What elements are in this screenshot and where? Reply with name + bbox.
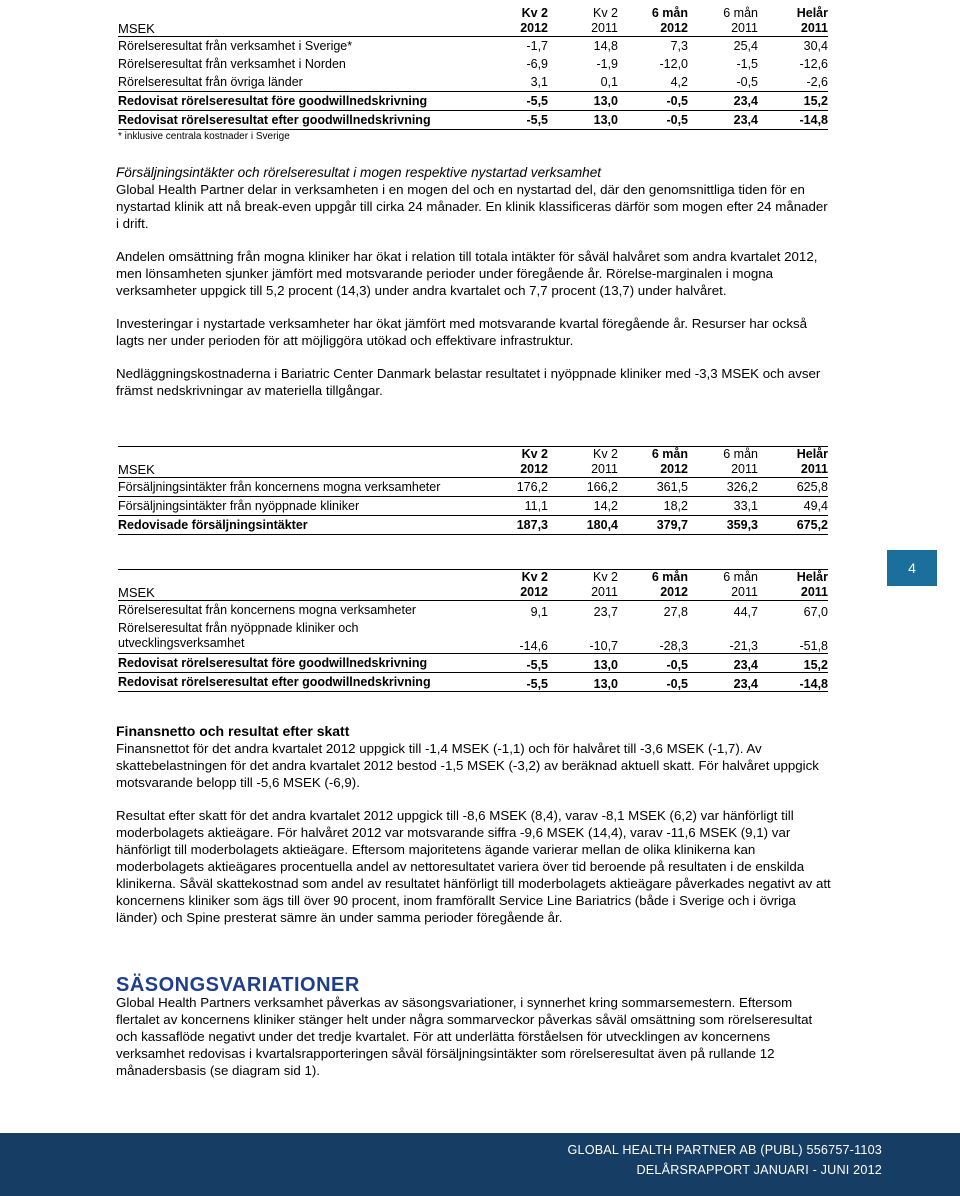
section-mature-vs-new [116,164,832,399]
table-row [118,673,828,692]
table-row [118,654,828,673]
footer-report-title: DELÅRSRAPPORT JANUARI - JUNI 2012 [636,1163,882,1177]
cell-value: 180,4 [548,516,618,535]
row-label: Rörelseresultat från verksamhet i Norden [118,57,346,71]
paragraph: Global Health Partners verksamhet påverkas av säsongsvariationer, i synnerhet kring sommarsemestern. Eftersom flertalet av koncernens kliniker stänger helt under några sommarveckor påverkas såväl omsättning som rörelseresultat och kassaflöde negativt under det tredje kvartalet. För att underlätta förståelsen för utvecklingen av koncernens verksamhet redovisas i kvartalsrapporteringen såväl försäljningsintäkter som rörelseresultat även på rullande 12 månadersbasis (se diagram sid 1). [116,995,813,1078]
cell-value: -5,5 [478,673,548,692]
cell-value: 0,1 [548,73,618,92]
cell-value: 9,1 [530,605,548,619]
cell-value: 359,3 [688,516,758,535]
cell-value: 18,2 [618,497,688,516]
cell-value: 44,7 [733,605,758,619]
section-seasonality [116,974,832,1079]
cell-value: 25,4 [733,39,758,53]
cell-value: 675,2 [758,516,828,535]
col-header: 6 mån 2011 [688,447,758,478]
col-header: Kv 2 2011 [548,570,618,601]
table-operating-result-by-region [118,6,828,130]
row-label: Redovisat rörelseresultat före goodwillnedskrivning [118,92,478,111]
table-row [118,619,828,654]
cell-value: 27,8 [663,605,688,619]
page-number: 4 [887,550,937,586]
paragraph: Nedläggningskostnaderna i Bariatric Center Danmark belastar resultatet i nyöppnade kliniker med -3,3 MSEK och avser främst nedskrivningar av materiella tillgångar. [116,366,821,398]
col-header: Kv 2 2011 [548,447,618,478]
cell-value: 166,2 [548,478,618,497]
col-header-label: MSEK [118,6,478,37]
cell-value: -14,6 [478,619,548,654]
col-header: 6 mån 2012 [618,570,688,601]
cell-value: 361,5 [618,478,688,497]
col-header: 6 mån 2011 [688,6,758,37]
paragraph: Andelen omsättning från mogna kliniker har ökat i relation till totala intäkter för såväl halvåret som andra kvartalet 2012, men lönsamheten sjunker jämfört med motsvarande perioder under föregående år. Rörelse-marginalen i mogna verksamheter uppgick till 5,2 procent (14,3) under andra kvartalet och 7,7 procent (13,7) under halvåret. [116,249,818,298]
section-heading: SÄSONGSVARIATIONER [116,974,360,996]
table-row [118,37,828,56]
cell-value: -5,5 [478,92,548,111]
section-financial-net [116,723,832,926]
cell-value: -0,5 [618,654,688,673]
row-label: Rörelseresultat från övriga länder [118,73,478,92]
cell-value: 23,7 [593,605,618,619]
section-heading: Finansnetto och resultat efter skatt [116,723,350,739]
cell-value: 187,3 [478,516,548,535]
cell-value: -10,7 [548,619,618,654]
cell-value: -12,6 [799,57,828,71]
table-result-mature-vs-new [118,569,828,692]
row-label: Redovisat rörelseresultat efter goodwillnedskrivning [118,673,478,692]
row-label: Försäljningsintäkter från koncernens mogna verksamheter [118,478,478,497]
col-header: Helår 2011 [758,6,828,37]
paragraph: Resultat efter skatt för det andra kvartalet 2012 uppgick till -8,6 MSEK (8,4), varav -8,1 MSEK (6,2) var hänförligt till moderbolagets aktieägare. För halvåret 2012 var motsvarande siffra -9,6 MSEK (14,4), varav -11,6 MSEK (9,1) var hänförligt till moderbolagets aktieägare. Eftersom majoritetens ägande varierar mellan de olika klinikerna kan moderbolagets aktieägares procentuella andel av nettoresultatet variera över tid beroende på resultaten i de enskilda klinikerna. Såväl skattekostnad som andel av resultatet hänförligt till moderbolagets aktieägare påverkades negativt av att koncernens kliniker som ägs till över 90 procent, inom framförallt Service Line Bariatrics (både i Sverige och i övriga länder) och Spine presterat sämre än under samma perioder föregående år. [116,808,831,925]
cell-value: -5,5 [478,111,548,130]
cell-value: -1,7 [526,39,548,53]
col-header: 6 mån 2011 [688,570,758,601]
col-header: Kv 2 2012 [478,447,548,478]
table-row [118,497,828,516]
section-heading: Försäljningsintäkter och rörelseresultat i mogen respektive nystartad verksamhet [116,165,602,180]
col-header-label: MSEK [118,447,478,478]
table-row [118,478,828,497]
cell-value: 23,4 [688,673,758,692]
cell-value: 13,0 [548,673,618,692]
cell-value: 14,8 [593,39,618,53]
cell-value: -21,3 [688,619,758,654]
cell-value: 13,0 [548,111,618,130]
cell-value: 11,1 [478,497,548,516]
table-row [118,55,828,73]
cell-value: 23,4 [688,654,758,673]
cell-value: -6,9 [526,57,548,71]
col-header: 6 mån 2012 [618,447,688,478]
cell-value: 625,8 [758,478,828,497]
table-row [118,516,828,535]
col-header: Kv 2 2011 [548,6,618,37]
cell-value: 23,4 [688,111,758,130]
paragraph: Finansnettot för det andra kvartalet 2012 uppgick till -1,4 MSEK (-1,1) och för halvåret till -3,6 MSEK (-1,7). Av skattebelastningen för det andra kvartalet 2012 bestod -1,5 MSEK (-3,2) av beräknad aktuell skatt. För halvåret uppgick motsvarande belopp till -5,6 MSEK (-6,9). [116,741,819,790]
cell-value: -0,5 [618,92,688,111]
table-row [118,601,828,620]
cell-value: -14,8 [758,111,828,130]
table-row [118,92,828,111]
row-label: Rörelseresultat från nyöppnade kliniker och utvecklingsverksamhet [118,619,478,654]
cell-value: 3,1 [478,73,548,92]
cell-value: -1,9 [596,57,618,71]
footer-company: GLOBAL HEALTH PARTNER AB (PUBL) 556757-1103 [567,1143,882,1157]
cell-value: 176,2 [478,478,548,497]
cell-value: 33,1 [688,497,758,516]
cell-value: 7,3 [670,39,688,53]
table-row [118,111,828,130]
cell-value: -0,5 [618,111,688,130]
cell-value: -28,3 [618,619,688,654]
cell-value: 13,0 [548,654,618,673]
cell-value: 49,4 [758,497,828,516]
cell-value: 23,4 [688,92,758,111]
cell-value: -2,6 [758,73,828,92]
cell-value: -5,5 [478,654,548,673]
cell-value: 4,2 [618,73,688,92]
cell-value: -1,5 [736,57,758,71]
row-label: Rörelseresultat från verksamhet i Sverige* [118,39,353,53]
cell-value: 379,7 [618,516,688,535]
col-header: Kv 2 2012 [478,570,548,601]
table-sales-mature-vs-new [118,446,828,535]
cell-value: 13,0 [548,92,618,111]
page-footer [0,1133,960,1196]
row-label: Redovisat rörelseresultat efter goodwillnedskrivning [118,111,478,130]
cell-value: 30,4 [803,39,828,53]
row-label: Rörelseresultat från koncernens mogna verksamheter [118,603,417,617]
cell-value: -14,8 [758,673,828,692]
cell-value: 14,2 [548,497,618,516]
col-header: Kv 2 2012 [478,6,548,37]
row-label: Försäljningsintäkter från nyöppnade kliniker [118,497,478,516]
row-label: Redovisat rörelseresultat före goodwillnedskrivning [118,654,478,673]
table-row [118,73,828,92]
cell-value: -0,5 [688,73,758,92]
cell-value: 15,2 [758,92,828,111]
row-label: Redovisade försäljningsintäkter [118,516,478,535]
cell-value: 67,0 [803,605,828,619]
cell-value: -0,5 [618,673,688,692]
col-header: Helår 2011 [758,570,828,601]
col-header: 6 mån 2012 [618,6,688,37]
cell-value: 326,2 [688,478,758,497]
col-header: Helår 2011 [758,447,828,478]
footnote: * inklusive centrala kostnader i Sverige [118,131,290,142]
paragraph: Investeringar i nystartade verksamheter har ökat jämfört med motsvarande kvartal föregående år. Resurser har också lagts ner under perioden för att möjliggöra utökad och effektivare infrastruktur. [116,316,808,348]
cell-value: 15,2 [758,654,828,673]
paragraph: Global Health Partner delar in verksamheten i en mogen del och en nystartad del, där den genomsnittliga tiden för en nystartad klinik att nå break-even uppgår till cirka 24 månader. En klinik klassificeras därför som mogen efter 24 månader i drift. [116,182,828,231]
cell-value: -12,0 [659,57,688,71]
cell-value: -51,8 [758,619,828,654]
col-header-label: MSEK [118,570,478,601]
